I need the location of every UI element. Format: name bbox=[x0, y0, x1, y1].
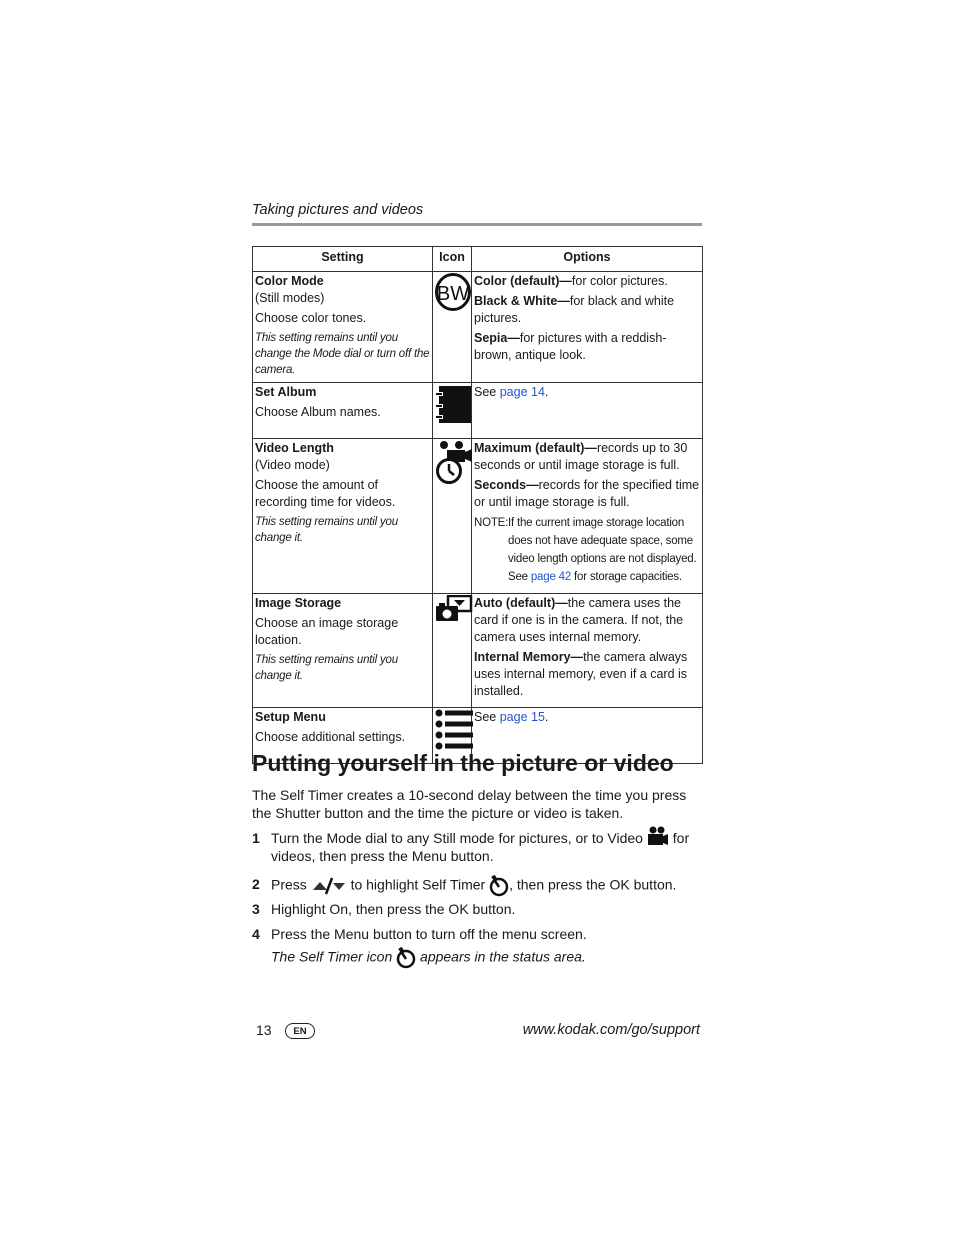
see-text: See bbox=[474, 385, 500, 399]
option-label: Color (default)— bbox=[474, 274, 572, 288]
table-row bbox=[253, 439, 703, 594]
options-cell bbox=[472, 439, 703, 594]
note-label: NOTE: bbox=[474, 517, 509, 529]
icon-cell bbox=[433, 272, 472, 383]
image-storage-icon bbox=[435, 595, 473, 623]
see-text: See bbox=[474, 710, 500, 724]
page-number: 13 bbox=[256, 1022, 272, 1038]
step-4 bbox=[252, 925, 704, 943]
setting-description: Choose color tones. bbox=[255, 311, 367, 325]
column-header-options: Options bbox=[472, 247, 703, 272]
setting-description: Choose an image storage location. bbox=[255, 616, 399, 647]
option-text: the camera always uses internal memory, even if a card is installed. bbox=[474, 650, 688, 698]
options-cell bbox=[472, 272, 703, 383]
option-label: Maximum (default)— bbox=[474, 441, 597, 455]
option-label: Internal Memory— bbox=[474, 650, 584, 664]
step-result bbox=[271, 947, 586, 969]
self-timer-icon bbox=[489, 875, 509, 897]
setting-name: Video Length bbox=[255, 441, 334, 455]
option-sepia bbox=[474, 330, 700, 364]
step-text bbox=[271, 875, 704, 897]
result-text-after: appears in the status area. bbox=[416, 948, 586, 965]
options-cell bbox=[472, 594, 703, 708]
table-header-row bbox=[253, 247, 703, 272]
step-number: 2 bbox=[252, 876, 260, 892]
setting-cell bbox=[253, 594, 433, 708]
setting-name: Setup Menu bbox=[255, 710, 326, 724]
setting-description: Choose additional settings. bbox=[255, 730, 406, 744]
setting-note: This setting remains until you change it. bbox=[255, 654, 398, 682]
icon-cell bbox=[433, 439, 472, 594]
option-text: records up to 30 seconds or until image storage is full. bbox=[474, 441, 688, 472]
option-label: Sepia— bbox=[474, 331, 520, 345]
language-badge: EN bbox=[285, 1023, 315, 1039]
step-text-middle: to highlight Self Timer bbox=[346, 876, 490, 893]
setting-description: Choose the amount of recording time for videos. bbox=[255, 478, 396, 509]
option-seconds bbox=[474, 477, 700, 511]
note-text-after: for storage capacities. bbox=[571, 571, 682, 583]
step-text: Highlight On, then press the OK button. bbox=[271, 901, 516, 917]
step-text-before: Press bbox=[271, 876, 311, 893]
step-3 bbox=[252, 900, 704, 918]
option-text: the camera uses the card if one is in the camera. If not, the camera uses internal memory. bbox=[474, 596, 684, 644]
header-rule bbox=[252, 223, 702, 226]
support-url[interactable]: www.kodak.com/go/support bbox=[522, 1022, 700, 1038]
album-icon bbox=[435, 384, 471, 424]
setting-description: Choose Album names. bbox=[255, 405, 381, 419]
option-label: Auto (default)— bbox=[474, 596, 568, 610]
period-text: . bbox=[544, 385, 549, 399]
note-text: If the current image storage location does not have adequate space, some video length options are not displayed. See bbox=[508, 517, 697, 583]
table-row bbox=[253, 383, 703, 439]
option-black-white bbox=[474, 293, 700, 327]
storage-note bbox=[474, 514, 700, 586]
step-number: 4 bbox=[252, 926, 260, 942]
result-text-before: The Self Timer icon bbox=[271, 948, 397, 965]
option-text: records for the specified time or until image storage is full. bbox=[474, 478, 700, 509]
step-number: 1 bbox=[252, 830, 260, 846]
setting-name: Color Mode bbox=[255, 274, 324, 288]
option-color bbox=[474, 273, 700, 290]
step-number: 3 bbox=[252, 901, 260, 917]
intro-paragraph: The Self Timer creates a 10-second delay between the time you press the Shutter button and the time the picture or video is taken. bbox=[252, 787, 687, 821]
section-title: Putting yourself in the picture or video bbox=[252, 750, 674, 776]
svg-text:BW: BW bbox=[436, 283, 470, 305]
step-text-after: , then press the OK button. bbox=[509, 876, 677, 893]
setting-cell bbox=[253, 272, 433, 383]
step-text: Press the Menu button to turn off the menu screen. bbox=[271, 926, 587, 942]
setting-note: This setting remains until you change it. bbox=[255, 516, 398, 544]
icon-cell bbox=[433, 594, 472, 708]
video-length-icon bbox=[435, 440, 473, 486]
video-camera-icon bbox=[647, 826, 669, 846]
setting-cell bbox=[253, 439, 433, 594]
setting-mode: (Video mode) bbox=[255, 458, 330, 472]
step-text-before: Turn the Mode dial to any Still mode for pictures, or to Video bbox=[271, 830, 647, 846]
setting-note: This setting remains until you change the Mode dial or turn off the camera. bbox=[255, 332, 430, 376]
icon-cell bbox=[433, 383, 472, 439]
bw-color-mode-icon bbox=[435, 273, 471, 311]
settings-table bbox=[252, 246, 703, 764]
self-timer-icon bbox=[396, 947, 416, 969]
running-header: Taking pictures and videos bbox=[252, 202, 424, 218]
step-text-after: for videos, then press the Menu button. bbox=[271, 830, 690, 864]
column-header-icon: Icon bbox=[433, 247, 472, 272]
setting-mode: (Still modes) bbox=[255, 291, 325, 305]
page-link[interactable]: page 15 bbox=[499, 710, 545, 724]
table-row bbox=[253, 272, 703, 383]
step-2 bbox=[252, 875, 704, 897]
setting-cell bbox=[253, 383, 433, 439]
options-cell bbox=[472, 383, 703, 439]
option-label: Seconds— bbox=[474, 478, 539, 492]
page-link[interactable]: page 42 bbox=[530, 571, 572, 583]
option-auto bbox=[474, 595, 700, 646]
setting-name: Image Storage bbox=[255, 596, 342, 610]
setting-name: Set Album bbox=[255, 385, 317, 399]
option-label: Black & White— bbox=[474, 294, 570, 308]
setup-menu-icon bbox=[435, 709, 473, 751]
option-text: for black and white pictures. bbox=[474, 294, 675, 325]
option-internal-memory bbox=[474, 649, 700, 700]
step-1 bbox=[252, 829, 704, 865]
column-header-setting: Setting bbox=[253, 247, 433, 272]
option-maximum bbox=[474, 440, 700, 474]
step-text bbox=[271, 829, 704, 865]
note-body bbox=[508, 514, 700, 586]
option-text: for pictures with a reddish-brown, antique look. bbox=[474, 331, 667, 362]
page-link[interactable]: page 14 bbox=[499, 385, 545, 399]
period-text: . bbox=[544, 710, 549, 724]
up-down-arrows-icon bbox=[311, 877, 347, 895]
option-text: for color pictures. bbox=[571, 274, 668, 288]
table-row bbox=[253, 594, 703, 708]
